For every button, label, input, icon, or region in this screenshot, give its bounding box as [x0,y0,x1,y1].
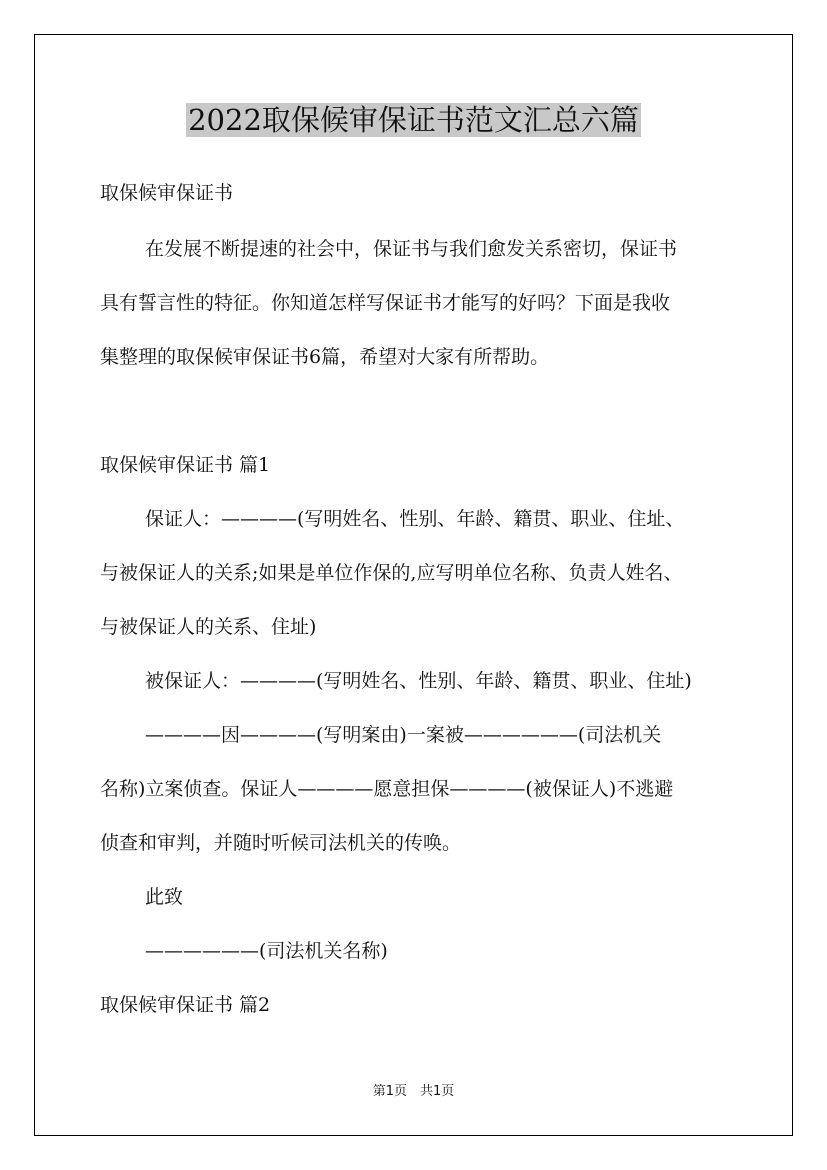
guarantor-line-3: 与被保证人的关系、住址) [100,616,317,638]
guarantor-line-1: 保证人：————(写明姓名、性别、年龄、籍贯、职业、住址、 [145,508,685,530]
document-title [0,100,827,140]
main-heading: 取保候审保证书 [100,182,234,204]
salutation: 此致 [145,886,184,908]
case-line-2: 名称)立案侦查。保证人————愿意担保————(被保证人)不逃避 [100,778,674,800]
page-footer: 第1页 共1页 [372,1084,455,1099]
section-2-heading: 取保候审保证书 篇2 [100,994,271,1016]
case-line-3: 侦查和审判，并随时听候司法机关的传唤。 [100,832,462,854]
intro-line-3: 集整理的取保候审保证书6篇，希望对大家有所帮助。 [100,346,550,368]
guaranteed-line: 被保证人：————(写明姓名、性别、年龄、籍贯、职业、住址) [145,670,692,692]
guarantor-line-2: 与被保证人的关系;如果是单位作保的,应写明单位名称、负责人姓名、 [100,562,683,584]
section-1-heading: 取保候审保证书 篇1 [100,454,271,476]
document-title-text: 2022取保候审保证书范文汇总六篇 [188,103,639,137]
intro-line-2: 具有誓言性的特征。你知道怎样写保证书才能写的好吗？下面是我收 [100,292,671,314]
intro-line-1: 在发展不断提速的社会中，保证书与我们愈发关系密切，保证书 [145,238,678,260]
recipient-line: ——————(司法机关名称) [145,940,388,962]
case-line-1: ————因————(写明案由)一案被——————(司法机关 [145,724,662,746]
